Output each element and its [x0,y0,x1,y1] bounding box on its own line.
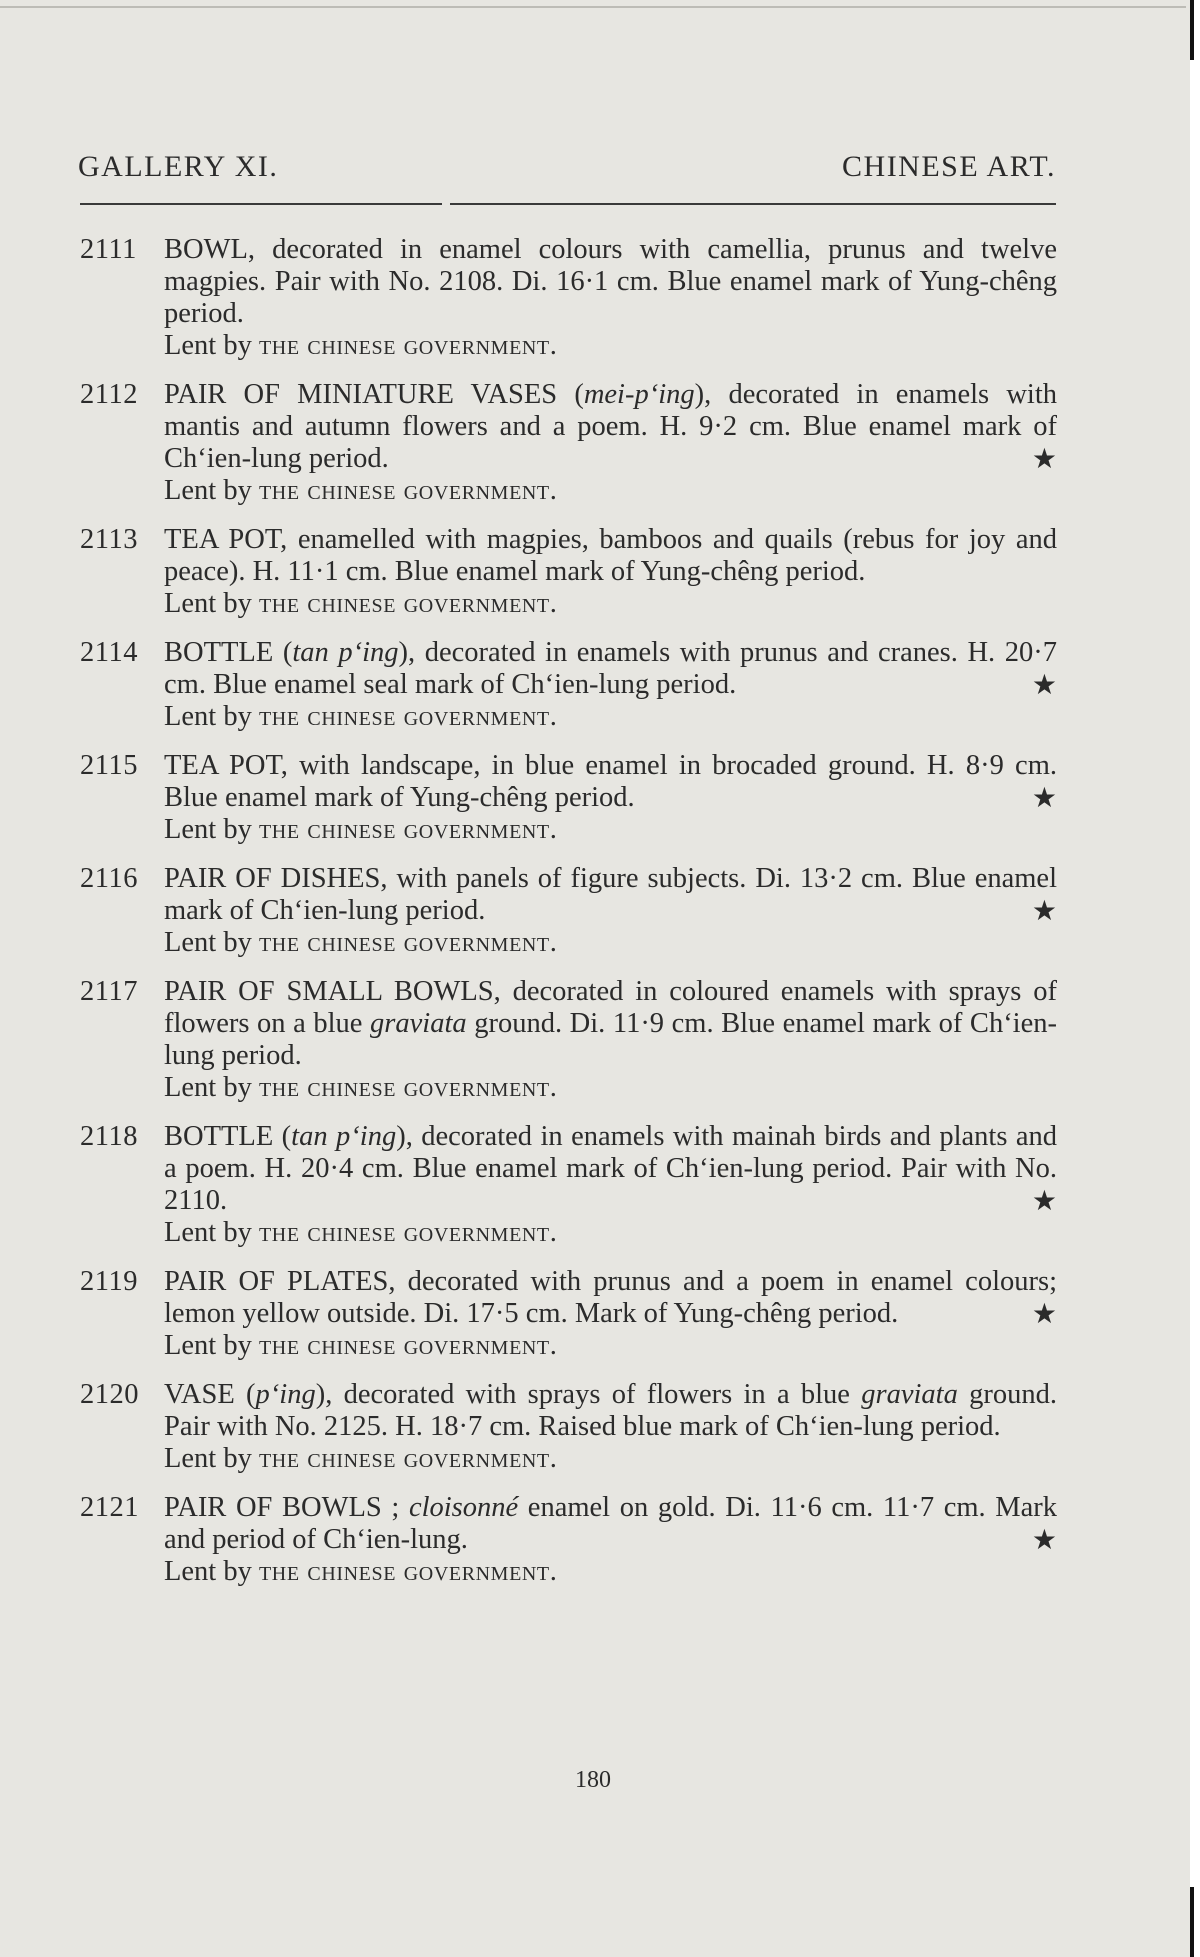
page-number: 180 [575,1767,611,1793]
description-text: ground. Pair with No. 2125. H. 18·7 cm. Raised blue mark of Ch‘ien-lung period. [164,1379,1057,1442]
entry-description [164,1379,1057,1443]
lender-line [164,1330,1057,1362]
catalogue-entry [80,1266,1060,1362]
entry-description [164,1121,1057,1217]
lender-name: the chinese government. [258,701,558,732]
entry-number: 2117 [80,976,138,1007]
italic-term: cloisonné [408,1492,519,1523]
entry-description [164,750,1057,814]
header-rule [80,203,1056,205]
entry-description [164,234,1057,330]
lender-prefix: Lent by [164,814,252,845]
running-header [78,150,1056,190]
description-text: enamel on gold. Di. 11·6 cm. 11·7 cm. Mark and period of Ch‘ien-lung. [164,1492,1058,1555]
catalogue-entry [80,976,1060,1104]
description-text: ), decorated in enamels with mainah birds and plants and a poem. H. 20·4 cm. Blue enamel mark of Ch‘ien-lung period. Pair with No. 2110. [164,1121,1058,1216]
catalogue-entry [80,750,1060,846]
page-top-edge [0,6,1186,8]
description-text: PAIR OF BOWLS ; [164,1492,409,1523]
entry-number: 2119 [80,1266,138,1297]
description-text: BOWL, decorated in enamel colours with camellia, prunus and twelve magpies. Pair with No. 2108. Di. 16·1 cm. Blue enamel mark of Yung-chêng period. [164,234,1057,329]
entry-text [164,1492,1057,1588]
description-text: PAIR OF DISHES, with panels of figure subjects. Di. 13·2 cm. Blue enamel mark of Ch‘ien-lung period. [164,863,1057,926]
entry-number: 2115 [80,750,138,781]
entry-description [164,637,1057,701]
catalogue-entries [80,234,1060,1605]
lender-line [164,1072,1057,1104]
entry-number: 2112 [80,379,138,410]
entry-number: 2116 [80,863,138,894]
lender-line [164,588,1057,620]
entry-number: 2121 [80,1492,139,1523]
star-icon: ★ [1031,1184,1057,1217]
description-text: PAIR OF MINIATURE VASES ( [164,379,584,410]
header-rule-right [450,203,1056,205]
lender-prefix: Lent by [164,1330,252,1361]
italic-term: tan p‘ing [291,1121,397,1152]
lender-name: the chinese government. [258,1556,558,1587]
description-text: TEA POT, enamelled with magpies, bamboos and quails (rebus for joy and peace). H. 11·1 cm. Blue enamel mark of Yung-chêng period. [164,524,1057,587]
entry-description [164,1266,1057,1330]
description-text: PAIR OF PLATES, decorated with prunus and a poem in enamel colours; lemon yellow outside. Di. 17·5 cm. Mark of Yung-chêng period. [164,1266,1057,1329]
entry-description [164,379,1057,475]
lender-line [164,814,1057,846]
catalogue-entry [80,1121,1060,1249]
lender-prefix: Lent by [164,927,252,958]
description-text: PAIR OF SMALL BOWLS, decorated in coloured enamels with sprays of flowers on a blue [164,976,1057,1039]
catalogue-entry [80,1492,1060,1588]
description-text: TEA POT, with landscape, in blue enamel in brocaded ground. H. 8·9 cm. Blue enamel mark of Yung-chêng period. [164,750,1057,813]
catalogue-entry [80,863,1060,959]
lender-name: the chinese government. [258,475,558,506]
italic-term: p‘ing [255,1379,316,1410]
lender-name: the chinese government. [258,927,558,958]
entry-text [164,1379,1057,1475]
lender-prefix: Lent by [164,1443,252,1474]
lender-name: the chinese government. [258,330,558,361]
entry-text [164,976,1057,1104]
header-gallery: GALLERY XI. [78,150,279,183]
entry-text [164,524,1057,620]
lender-name: the chinese government. [258,1443,558,1474]
italic-term: tan p‘ing [292,637,399,668]
lender-name: the chinese government. [258,588,558,619]
italic-term: graviata [370,1008,467,1039]
entry-number: 2118 [80,1121,138,1152]
star-icon: ★ [1031,442,1057,475]
catalogue-entry [80,524,1060,620]
lender-line [164,927,1057,959]
lender-line [164,1217,1057,1249]
header-section: CHINESE ART. [842,150,1056,183]
description-text: BOTTLE ( [164,1121,292,1152]
description-text: ), decorated with sprays of flowers in a blue [315,1379,862,1410]
description-text: BOTTLE ( [164,637,293,668]
entry-text [164,750,1057,846]
lender-prefix: Lent by [164,701,252,732]
star-icon: ★ [1031,894,1057,927]
lender-line [164,330,1057,362]
description-text: VASE ( [164,1379,256,1410]
lender-name: the chinese government. [258,814,558,845]
catalogue-entry [80,379,1060,507]
entry-text [164,234,1057,362]
entry-number: 2111 [80,234,137,265]
entry-text [164,1266,1057,1362]
description-text: ground. Di. 11·9 cm. Blue enamel mark of Ch‘ien-lung period. [164,1008,1057,1071]
lender-name: the chinese government. [258,1072,558,1103]
entry-text [164,1121,1057,1249]
lender-line [164,1443,1057,1475]
entry-number: 2114 [80,637,138,668]
entry-number: 2113 [80,524,138,555]
italic-term: mei-p‘ing [583,379,695,410]
entry-number: 2120 [80,1379,139,1410]
description-text: ), decorated in enamels with prunus and cranes. H. 20·7 cm. Blue enamel seal mark of Ch‘ien-lung period. [164,637,1057,700]
lender-prefix: Lent by [164,588,252,619]
lender-prefix: Lent by [164,1217,252,1248]
lender-prefix: Lent by [164,330,252,361]
entry-text [164,637,1057,733]
entry-description [164,1492,1057,1556]
page-binding-edge [1190,0,1200,1957]
entry-text [164,863,1057,959]
star-icon: ★ [1031,668,1057,701]
star-icon: ★ [1031,1297,1057,1330]
italic-term: graviata [861,1379,958,1410]
lender-line [164,1556,1057,1588]
entry-description [164,976,1057,1072]
lender-name: the chinese government. [258,1217,558,1248]
star-icon: ★ [1031,781,1057,814]
catalogue-entry [80,637,1060,733]
catalogue-entry [80,234,1060,362]
lender-prefix: Lent by [164,475,252,506]
lender-prefix: Lent by [164,1556,252,1587]
catalogue-entry [80,1379,1060,1475]
entry-description [164,524,1057,588]
header-rule-left [80,203,442,205]
lender-prefix: Lent by [164,1072,252,1103]
lender-line [164,701,1057,733]
entry-description [164,863,1057,927]
star-icon: ★ [1031,1523,1057,1556]
description-text: ), decorated in enamels with mantis and autumn flowers and a poem. H. 9·2 cm. Blue enamel mark of Ch‘ien-lung period. [164,379,1057,474]
lender-line [164,475,1057,507]
lender-name: the chinese government. [258,1330,558,1361]
entry-text [164,379,1057,507]
